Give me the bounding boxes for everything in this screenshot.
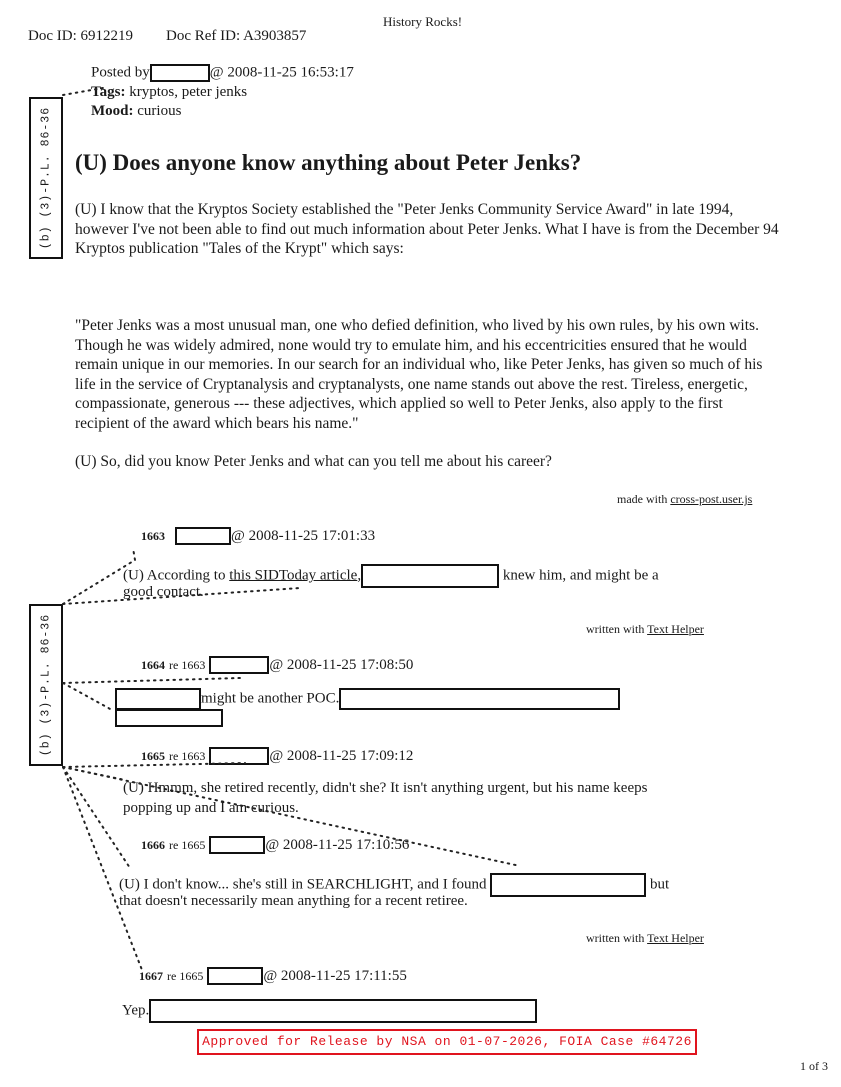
leader-line	[63, 548, 135, 604]
comment-body-1665: (U) Hmmm, she retired recently, didn't she? It isn't anything urgent, but his name keeps	[123, 780, 648, 796]
post-timestamp: @ 2008-11-25 16:53:17	[209, 64, 354, 81]
post-quote: "Peter Jenks was a most unusual man, one who defied definition, who lived by his own rules, by his own wits. Though he was widely admired, none would try to emulate him, and his eccentricities ensured that he would remain unique in our memories. In our search for an individual who, like Peter Jenks, has given so much of his life in the service of Cryptanalysis and cryptanalysts, one name stands out above the rest. Tireless, energetic, compassionate, generous --- these adjectives, which applied so well to Peter Jenks, also apply to the first recipient of the award which bears his name."	[75, 317, 763, 432]
tags-label: Tags:	[91, 84, 126, 100]
sidtoday-article-link[interactable]: this SIDToday article	[229, 567, 358, 584]
comment-text: ,	[357, 567, 362, 584]
comment-body-1666-line2: that doesn't necessarily mean anything for a recent retiree.	[119, 893, 468, 909]
doc-id: Doc ID: 6912219	[28, 28, 133, 44]
written-with-label: written with	[586, 622, 645, 636]
leader-line	[63, 678, 240, 683]
comment-timestamp: @ 2008-11-25 17:08:50	[269, 657, 414, 673]
mood-value: curious	[137, 103, 182, 119]
leader-line	[63, 683, 112, 710]
comment-body-1663-line2: good contact.	[123, 584, 204, 600]
site-title: History Rocks!	[383, 14, 463, 29]
post-intro: (U) I know that the Kryptos Society established the "Peter Jenks Community Service Award" in late 1994, however I've not been able to find out much information about Peter Jenks. What I have is from the December 94 Kryptos publication "Tales of the Krypt" which says:	[75, 201, 779, 257]
release-stamp: Approved for Release by NSA on 01-07-2026, FOIA Case #64726	[197, 1029, 697, 1055]
written-with-label: written with	[586, 931, 645, 945]
leader-line	[63, 767, 142, 970]
comment-text: but	[649, 876, 670, 893]
comment-reply-to: re 1665	[167, 969, 204, 983]
comment-id: 1666	[141, 838, 165, 852]
mood-label: Mood:	[91, 103, 134, 119]
comment-id: 1663	[141, 529, 165, 543]
post-title: (U) Does anyone know anything about Peter Jenks?	[75, 150, 582, 175]
page-number: 1 of 3	[800, 1059, 828, 1073]
comment-text: (U) I don't know... she's still in SEARCHLIGHT, and I found	[119, 876, 487, 893]
cross-post-link[interactable]: cross-post.user.js	[670, 492, 753, 506]
post-question: (U) So, did you know Peter Jenks and what can you tell me about his career?	[75, 453, 552, 470]
leader-line	[63, 588, 300, 604]
comment-timestamp: @ 2008-11-25 17:09:12	[269, 748, 414, 764]
leader-line	[63, 88, 103, 95]
text-helper-link[interactable]: Text Helper	[647, 622, 704, 636]
comment-body-1665-line2: popping up and I am curious.	[123, 800, 299, 816]
comment-text: might be another POC.	[201, 690, 340, 707]
comment-timestamp: @ 2008-11-25 17:01:33	[231, 528, 376, 544]
text-helper-link[interactable]: Text Helper	[647, 931, 704, 945]
comment-text: (U) According to	[123, 567, 226, 584]
leader-line	[63, 763, 245, 767]
comment-reply-to: re 1663	[169, 749, 206, 763]
comment-text: Yep.	[122, 1002, 150, 1019]
tags-value: kryptos, peter jenks	[129, 84, 248, 100]
made-with-label: made with	[617, 492, 668, 506]
comment-reply-to: re 1663	[169, 658, 206, 672]
comment-id: 1664	[141, 658, 165, 672]
comment-timestamp: @ 2008-11-25 17:11:55	[263, 968, 407, 984]
comment-text: knew him, and might be a	[502, 567, 659, 584]
posted-by-label: Posted by	[91, 64, 150, 81]
comment-id: 1667	[139, 969, 163, 983]
comment-id: 1665	[141, 749, 165, 763]
doc-ref-id: Doc Ref ID: A3903857	[166, 28, 307, 44]
leader-line	[63, 767, 520, 866]
exemption-stamp-text: (b) (3)-P.L. 86-36	[39, 106, 53, 250]
comment-reply-to: re 1665	[169, 838, 206, 852]
exemption-stamp-text: (b) (3)-P.L. 86-36	[39, 613, 53, 757]
comment-timestamp: @ 2008-11-25 17:10:56	[265, 837, 410, 853]
